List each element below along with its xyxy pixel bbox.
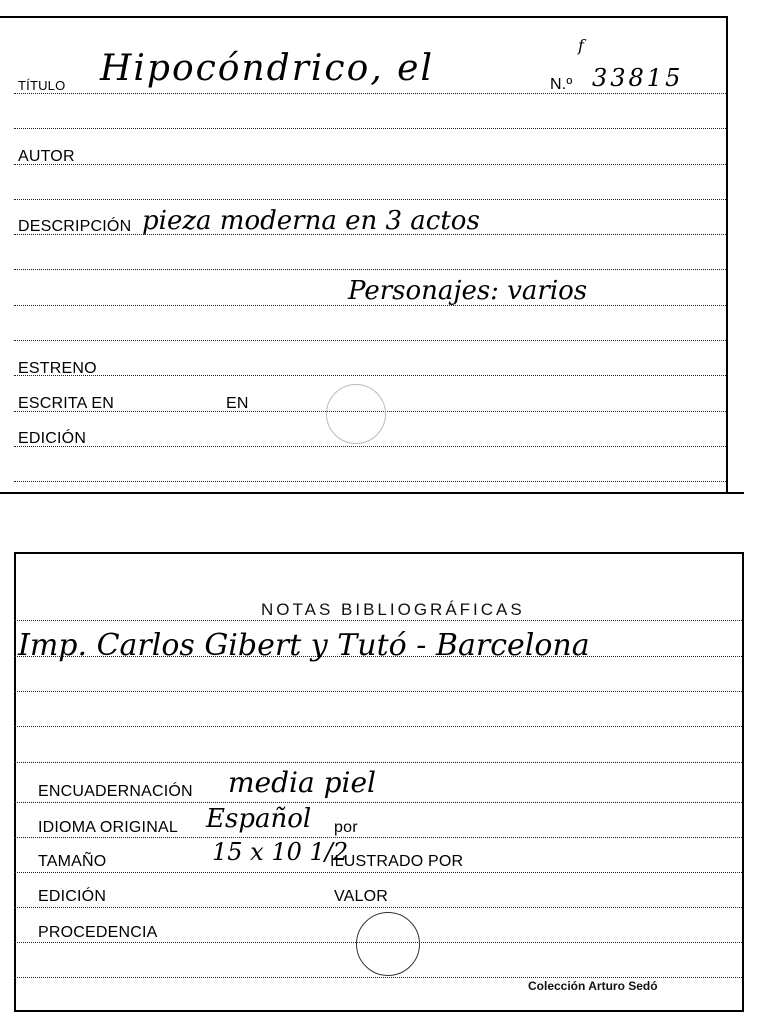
card-top-border — [0, 16, 728, 18]
por-label: por — [334, 819, 358, 836]
rule-line — [14, 691, 742, 692]
rule-line — [14, 726, 742, 727]
card-top-border — [14, 552, 744, 554]
rule-line — [14, 446, 726, 447]
ilustrado-label: ILUSTRADO POR — [330, 853, 464, 870]
note-value: Imp. Carlos Gibert y Tutó - Barcelona — [18, 628, 590, 663]
notas-heading: NOTAS BIBLIOGRÁFICAS — [261, 600, 525, 619]
rule-line — [14, 802, 742, 803]
encuadernacion-label: ENCUADERNACIÓN — [38, 783, 193, 800]
card-right-border — [726, 16, 728, 494]
rule-line — [14, 907, 742, 908]
numero-value: 33815 — [592, 64, 684, 92]
catalog-card-bottom — [0, 540, 759, 1028]
idioma-label: IDIOMA ORIGINAL — [38, 819, 178, 836]
numero-mark: f — [578, 36, 584, 55]
rule-line — [14, 872, 742, 873]
encuadernacion-value: media piel — [228, 766, 376, 799]
rule-line — [14, 164, 726, 165]
card-bottom-border — [14, 1010, 744, 1012]
rule-line — [14, 837, 742, 838]
valor-label: VALOR — [334, 888, 389, 905]
edicion-label: EDICIÓN — [18, 430, 87, 447]
rule-line — [14, 93, 726, 94]
rule-line — [14, 762, 742, 763]
escrita-en-label: ESCRITA EN — [18, 395, 114, 412]
punch-hole — [356, 912, 420, 976]
idioma-value: Español — [206, 804, 312, 834]
tamano-label: TAMAÑO — [38, 853, 107, 870]
titulo-value: Hipocóndrico, el — [100, 48, 434, 89]
titulo-label: TÍTULO — [18, 78, 66, 93]
descripcion-value: pieza moderna en 3 actos — [142, 206, 480, 236]
rule-line — [14, 340, 726, 341]
rule-line — [14, 375, 726, 376]
card-bottom-border — [0, 492, 744, 494]
rule-line — [14, 269, 726, 270]
collection-footer: Colección Arturo Sedó — [528, 979, 658, 993]
rule-line — [14, 199, 726, 200]
rule-line — [14, 128, 726, 129]
rule-line — [14, 977, 742, 978]
edicion-label: EDICIÓN — [38, 888, 107, 905]
procedencia-label: PROCEDENCIA — [38, 924, 158, 941]
estreno-label: ESTRENO — [18, 360, 97, 377]
rule-line — [14, 481, 726, 482]
card-left-border — [14, 552, 16, 1012]
descripcion-value-2: Personajes: varios — [348, 276, 588, 306]
punch-hole — [326, 384, 386, 444]
numero-label: N.º — [550, 76, 573, 93]
catalog-card-top — [0, 0, 759, 500]
rule-line — [14, 620, 742, 621]
en-label: EN — [226, 395, 249, 412]
tamano-value: 15 x 10 1/2 — [212, 838, 349, 866]
autor-label: AUTOR — [18, 148, 75, 165]
descripcion-label: DESCRIPCIÓN — [18, 218, 132, 235]
card-right-border — [742, 552, 744, 1012]
